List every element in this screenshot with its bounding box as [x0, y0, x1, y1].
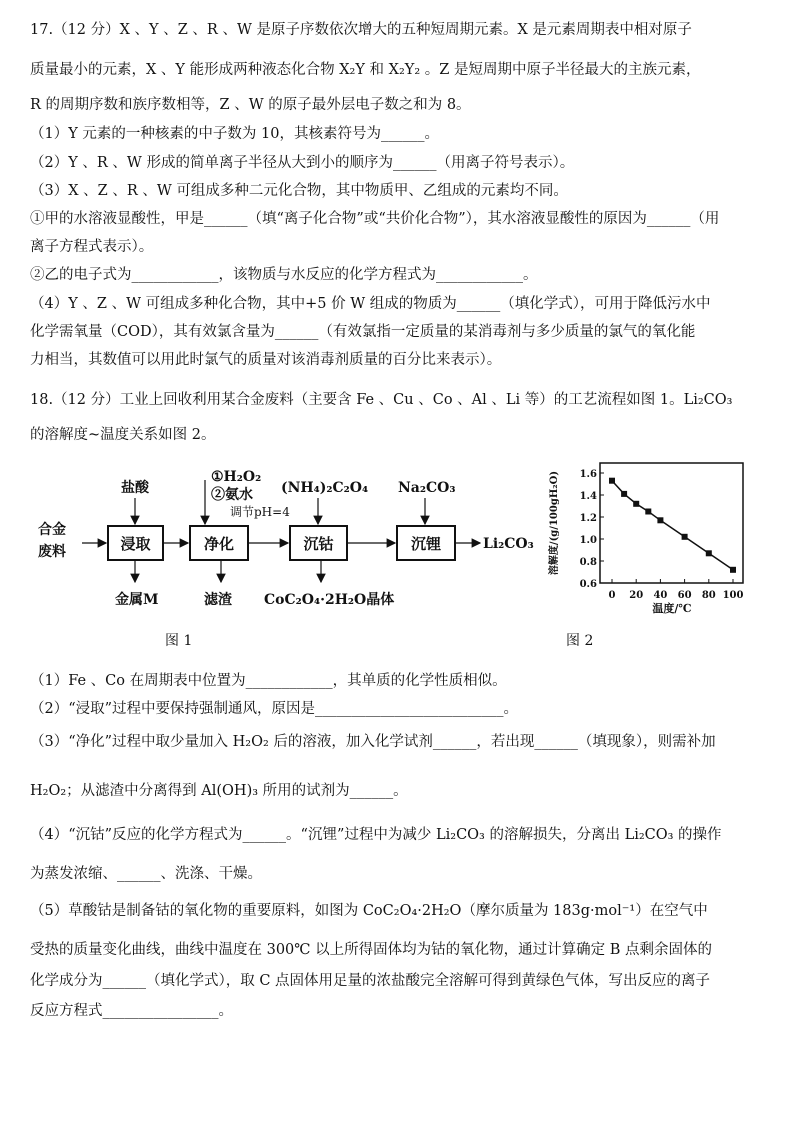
- plot-frame: [600, 463, 743, 583]
- y-tick-label: 1.6: [579, 469, 597, 480]
- step-label: 净化: [203, 535, 235, 553]
- data-point: [609, 478, 615, 484]
- x-tick-label: 80: [701, 590, 716, 601]
- q18-line: （3）“净化”过程中取少量加入 H₂O₂ 后的溶液，加入化学试剂______，若出现______（填现象），则需补加: [30, 734, 716, 750]
- data-point: [706, 550, 712, 556]
- x-tick-label: 20: [629, 590, 644, 601]
- data-point: [621, 491, 627, 497]
- figure-caption: 图 1: [165, 633, 193, 649]
- q17-line: （1）Y 元素的一种核素的中子数为 10，其核素符号为______。: [30, 126, 439, 142]
- data-point: [645, 509, 651, 515]
- x-tick-label: 60: [677, 590, 692, 601]
- y-axis-label: 溶解度/(g/100gH₂O): [549, 470, 560, 576]
- output-label: 滤渣: [204, 592, 232, 608]
- solubility-chart-figure-2: [540, 455, 790, 655]
- q17-line: （4）Y 、Z 、W 可组成多种化合物，其中+5 价 W 组成的物质为______（填化学式），可用于降低污水中: [30, 296, 711, 312]
- q18-intro-line: 的溶解度~温度关系如图 2。: [30, 427, 216, 443]
- data-point: [682, 534, 688, 540]
- y-tick-label: 0.6: [579, 579, 597, 590]
- reagent-label: (NH₄)₂C₂O₄: [281, 480, 369, 496]
- q18-line: 反应方程式________________。: [30, 1003, 233, 1019]
- x-tick-label: 100: [722, 590, 744, 601]
- q18-line: 化学成分为______（填化学式），取 C 点固体用足量的浓盐酸完全溶解可得到黄绿色气体，写出反应的离子: [30, 973, 711, 989]
- x-tick-label: 40: [653, 590, 668, 601]
- output-label: Li₂CO₃: [483, 536, 534, 552]
- q17-line: 离子方程式表示）。: [30, 239, 154, 255]
- data-point: [657, 517, 663, 523]
- step-label: 沉锂: [410, 535, 442, 553]
- feed-label: 合金: [38, 522, 66, 538]
- q18-line: 为蒸发浓缩、______、洗涤、干燥。: [30, 866, 262, 882]
- q17-line: ①甲的水溶液显酸性，甲是______（填“离子化合物”或“共价化合物”），其水溶液显酸性的原因为______（用: [30, 211, 720, 227]
- flowchart-figure-1: [0, 455, 545, 655]
- reagent-label: Na₂CO₃: [398, 480, 456, 496]
- q17-line: ②乙的电子式为____________，该物质与水反应的化学方程式为____________。: [30, 267, 538, 283]
- q17-line: 化学需氧量（COD），其有效氯含量为______（有效氯指一定质量的某消毒剂与多少质量的氯气的氧化能: [30, 324, 696, 340]
- data-point: [730, 567, 736, 573]
- q18-line: （2）“浸取”过程中要保持强制通风，原因是__________________________。: [30, 701, 519, 717]
- q17-line: （2）Y 、R 、W 形成的简单离子半径从大到小的顺序为______（用离子符号表示）。: [30, 155, 575, 171]
- q17-line: 17.（12 分）X 、Y 、Z 、R 、W 是原子序数依次增大的五种短周期元素。X 是元素周期表中相对原子: [30, 22, 692, 38]
- step-label: 浸取: [120, 535, 151, 553]
- reagent-label: ①H₂O₂: [211, 469, 262, 485]
- q18-intro-line: 18.（12 分）工业上回收利用某合金废料（主要含 Fe 、Cu 、Co 、Al 、Li 等）的工艺流程如图 1。Li₂CO₃: [30, 392, 733, 408]
- q18-line: （1）Fe 、Co 在周期表中位置为____________，其单质的化学性质相似。: [30, 673, 507, 689]
- x-axis-label: 温度/℃: [652, 602, 692, 615]
- x-tick-label: 0: [608, 590, 616, 601]
- reagent-label: 盐酸: [121, 480, 149, 496]
- step-label: 沉钴: [303, 535, 334, 553]
- y-tick-label: 1.2: [579, 513, 597, 524]
- y-tick-label: 1.4: [579, 491, 597, 502]
- q18-line: H₂O₂；从滤渣中分离得到 Al(OH)₃ 所用的试剂为______。: [30, 783, 408, 799]
- y-tick-label: 0.8: [579, 557, 597, 568]
- q17-line: 质量最小的元素，X 、Y 能形成两种液态化合物 X₂Y 和 X₂Y₂ 。Z 是短周期中原子半径最大的主族元素，: [30, 62, 701, 78]
- q18-line: （5）草酸钴是制备钴的氧化物的重要原料，如图为 CoC₂O₄·2H₂O（摩尔质量为 183g·mol⁻¹）在空气中: [30, 903, 708, 919]
- reagent-label: ②氨水: [211, 487, 253, 503]
- data-point: [633, 501, 639, 507]
- figure-caption: 图 2: [566, 633, 594, 649]
- reagent-label: 调节pH=4: [230, 505, 290, 519]
- series-line: [612, 481, 733, 570]
- q17-line: （3）X 、Z 、R 、W 可组成多种二元化合物，其中物质甲、乙组成的元素均不同。: [30, 183, 568, 199]
- y-tick-label: 1.0: [579, 535, 597, 546]
- output-label: 金属M: [115, 592, 159, 608]
- q17-line: R 的周期序数和族序数相等，Z 、W 的原子最外层电子数之和为 8。: [30, 97, 471, 113]
- q18-line: 受热的质量变化曲线，曲线中温度在 300℃ 以上所得固体均为钴的氧化物，通过计算确定 B 点剩余固体的: [30, 942, 712, 958]
- output-label: CoC₂O₄·2H₂O晶体: [264, 592, 395, 608]
- q17-line: 力相当，其数值可以用此时氯气的质量对该消毒剂质量的百分比来表示）。: [30, 352, 502, 368]
- feed-label: 废料: [38, 544, 66, 560]
- q18-line: （4）“沉钴”反应的化学方程式为______。“沉锂”过程中为减少 Li₂CO₃ 的溶解损失，分离出 Li₂CO₃ 的操作: [30, 827, 722, 843]
